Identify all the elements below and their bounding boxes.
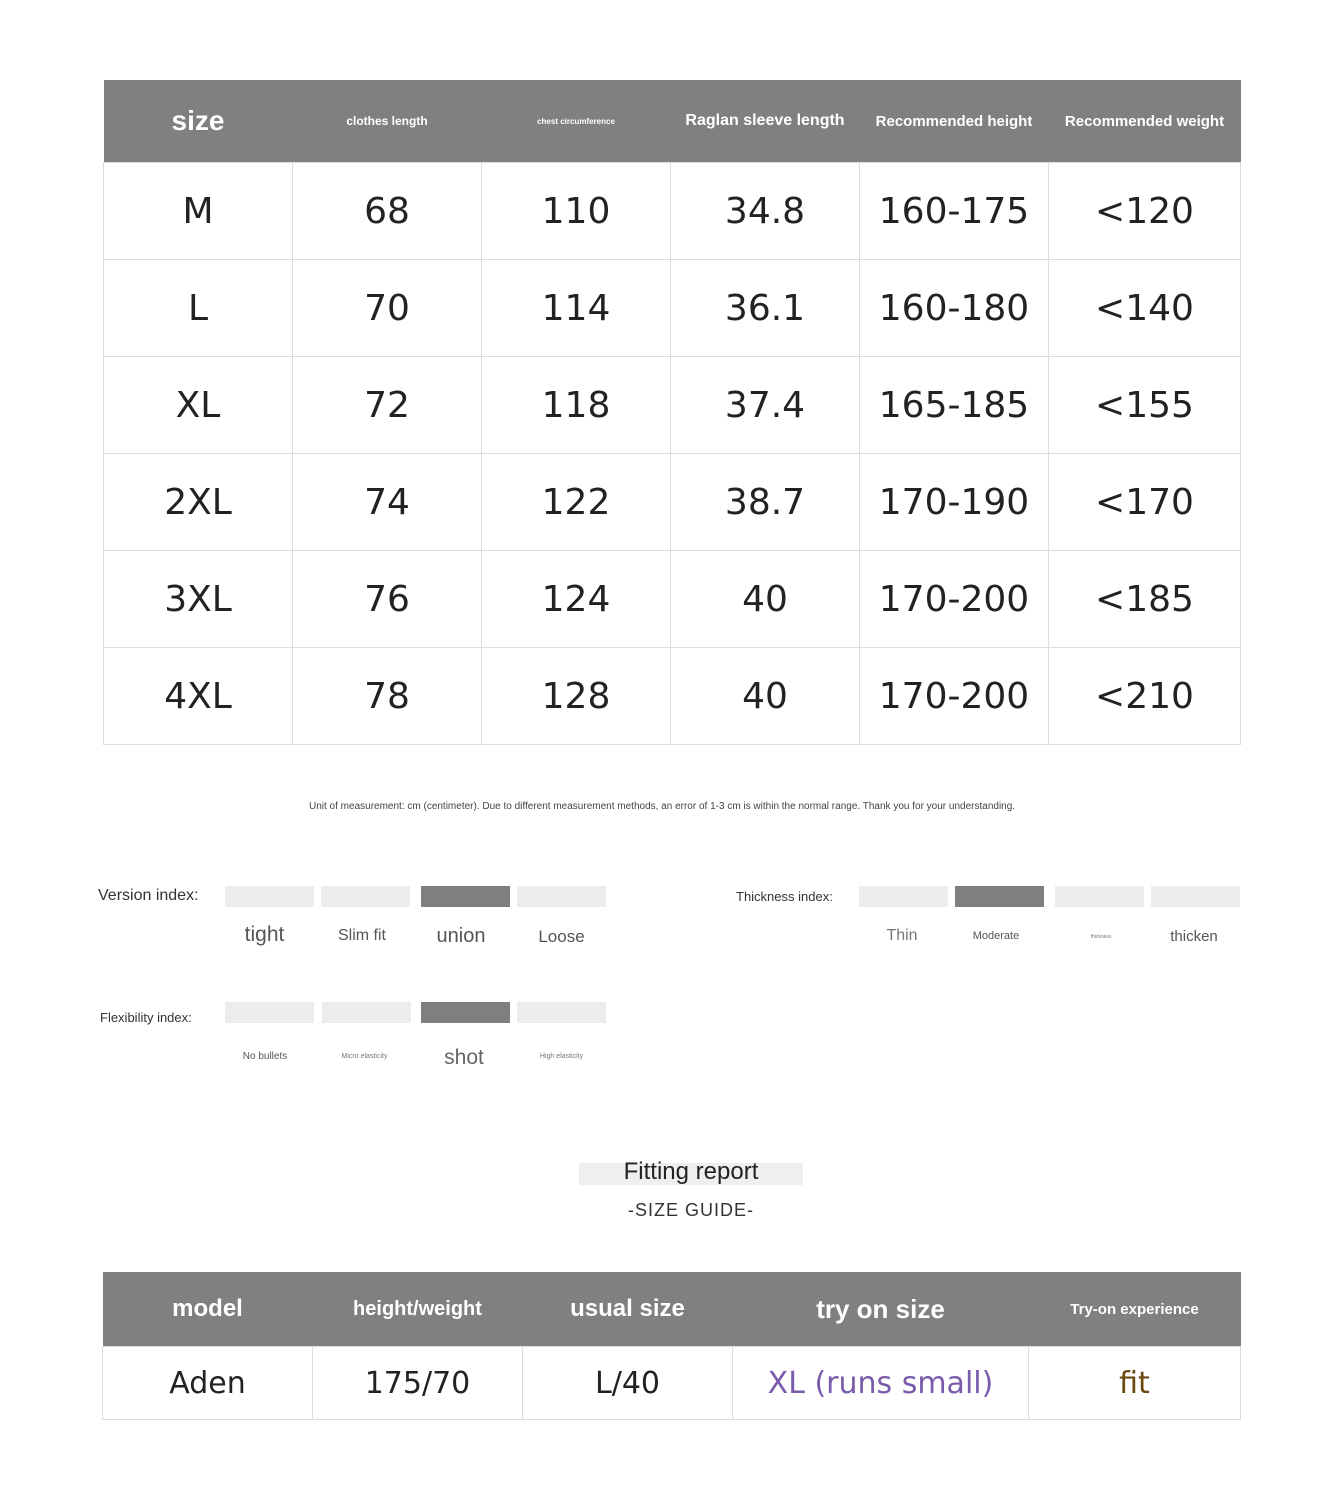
fitting-report-header-row <box>103 1272 1241 1347</box>
flexibility-option-shot: shot <box>444 1046 484 1069</box>
version-option-union: union <box>436 925 486 947</box>
cell-height-weight: 175/70 <box>313 1347 523 1420</box>
cell-height: 160-175 <box>860 163 1049 260</box>
header-recommended-weight: Recommended weight <box>1049 80 1241 163</box>
thickness-segment <box>1055 886 1144 907</box>
cell-size: M <box>104 163 293 260</box>
cell-sleeve: 38.7 <box>671 454 860 551</box>
thickness-segment-active <box>955 886 1044 907</box>
thickness-segment <box>859 886 948 907</box>
cell-chest: 110 <box>482 163 671 260</box>
cell-sleeve: 37.4 <box>671 357 860 454</box>
table-row <box>104 357 1241 454</box>
cell-size: 4XL <box>104 648 293 745</box>
cell-chest: 114 <box>482 260 671 357</box>
thickness-segment <box>1151 886 1240 907</box>
cell-clothes-length: 76 <box>293 551 482 648</box>
flexibility-option-high-elasticity: High elasticity <box>539 1053 584 1060</box>
cell-sleeve: 36.1 <box>671 260 860 357</box>
header-size: size <box>104 80 293 163</box>
header-raglan-sleeve-length: Raglan sleeve length <box>671 80 860 163</box>
thickness-option-moderate: Moderate <box>972 930 1020 942</box>
version-segment <box>517 886 606 907</box>
cell-height: 165-185 <box>860 357 1049 454</box>
cell-try-on-experience: fit <box>1029 1347 1241 1420</box>
size-chart-table <box>103 80 1241 745</box>
version-option-tight: tight <box>244 923 285 946</box>
cell-model: Aden <box>103 1347 313 1420</box>
cell-usual-size: L/40 <box>523 1347 733 1420</box>
header-try-on-experience: Try-on experience <box>1029 1272 1241 1347</box>
cell-height: 170-200 <box>860 551 1049 648</box>
thickness-option-thin: Thin <box>886 927 918 944</box>
flexibility-segment <box>322 1002 411 1023</box>
cell-weight: <210 <box>1049 648 1241 745</box>
flexibility-index-title: Flexibility index: <box>100 1010 192 1025</box>
cell-chest: 122 <box>482 454 671 551</box>
header-recommended-height: Recommended height <box>860 80 1049 163</box>
cell-height: 170-200 <box>860 648 1049 745</box>
header-chest-circumference: chest circumference <box>482 80 671 163</box>
fitting-report-table <box>102 1272 1241 1420</box>
version-segment <box>225 886 314 907</box>
cell-clothes-length: 68 <box>293 163 482 260</box>
fitting-report-subtitle: -SIZE GUIDE- <box>627 1200 754 1220</box>
flexibility-segment-active <box>421 1002 510 1023</box>
flexibility-option-no-bullets: No bullets <box>242 1051 288 1062</box>
cell-weight: <120 <box>1049 163 1241 260</box>
cell-size: XL <box>104 357 293 454</box>
table-row <box>104 454 1241 551</box>
header-clothes-length: clothes length <box>293 80 482 163</box>
cell-size: L <box>104 260 293 357</box>
cell-try-on-size: XL (runs small) <box>733 1347 1029 1420</box>
table-row <box>104 551 1241 648</box>
header-height-weight: height/weight <box>313 1272 523 1347</box>
cell-chest: 128 <box>482 648 671 745</box>
cell-weight: <170 <box>1049 454 1241 551</box>
cell-size: 2XL <box>104 454 293 551</box>
cell-weight: <140 <box>1049 260 1241 357</box>
thickness-index-title: Thickness index: <box>736 889 833 904</box>
cell-clothes-length: 78 <box>293 648 482 745</box>
version-segment <box>321 886 410 907</box>
version-option-loose: Loose <box>538 927 585 946</box>
header-usual-size: usual size <box>523 1272 733 1347</box>
header-model: model <box>103 1272 313 1347</box>
version-index-title: Version index: <box>98 887 199 904</box>
table-row <box>104 648 1241 745</box>
cell-sleeve: 40 <box>671 648 860 745</box>
version-option-slim-fit: Slim fit <box>338 927 386 944</box>
cell-weight: <155 <box>1049 357 1241 454</box>
table-row <box>104 260 1241 357</box>
cell-clothes-length: 70 <box>293 260 482 357</box>
cell-height: 170-190 <box>860 454 1049 551</box>
cell-clothes-length: 74 <box>293 454 482 551</box>
cell-weight: <185 <box>1049 551 1241 648</box>
cell-size: 3XL <box>104 551 293 648</box>
size-chart-header-row <box>104 80 1241 163</box>
cell-height: 160-180 <box>860 260 1049 357</box>
cell-chest: 118 <box>482 357 671 454</box>
flexibility-segment <box>225 1002 314 1023</box>
cell-chest: 124 <box>482 551 671 648</box>
fitting-report-title: Fitting report <box>623 1158 759 1185</box>
thickness-option-thicken: thicken <box>1170 928 1218 945</box>
version-segment-active <box>421 886 510 907</box>
thickness-option-thickness: thickness <box>1090 934 1112 940</box>
table-row <box>104 163 1241 260</box>
cell-clothes-length: 72 <box>293 357 482 454</box>
header-try-on-size: try on size <box>733 1272 1029 1347</box>
cell-sleeve: 34.8 <box>671 163 860 260</box>
measurement-note: Unit of measurement: cm (centimeter). Due to different measurement methods, an error of 1-3 cm is within the normal range. Thank you for your understanding. <box>309 801 1016 812</box>
flexibility-option-micro-elasticity: Micro elasticity <box>341 1053 388 1060</box>
flexibility-segment <box>517 1002 606 1023</box>
table-row <box>103 1347 1241 1420</box>
cell-sleeve: 40 <box>671 551 860 648</box>
